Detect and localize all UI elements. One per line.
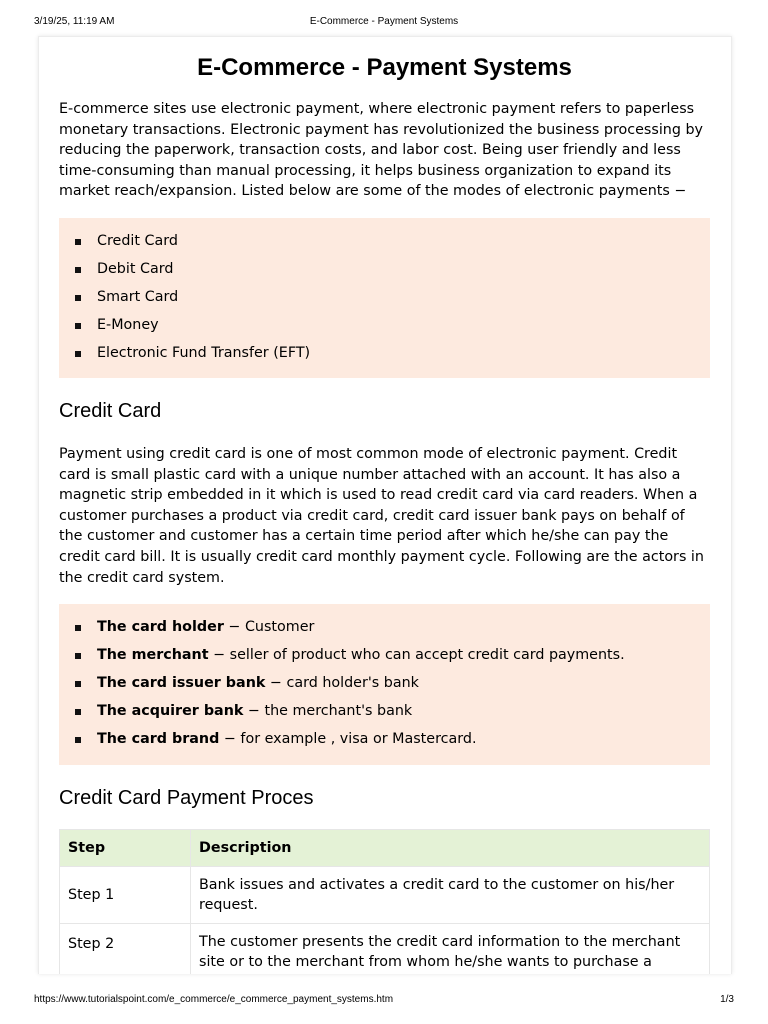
list-item-label: Debit Card [97, 260, 174, 277]
actor-term: The acquirer bank [97, 703, 244, 720]
list-item [59, 615, 710, 643]
list-item [59, 727, 710, 755]
square-bullet-icon [75, 295, 81, 301]
actor-desc: − seller of product who can accept credit card payments. [208, 647, 625, 664]
list-item [59, 285, 710, 313]
list-item [59, 671, 710, 699]
list-item [59, 257, 710, 285]
actor-term: The merchant [97, 647, 209, 664]
table-row [60, 924, 710, 974]
actor-desc: − card holder's bank [265, 675, 419, 692]
page-number: 1/3 [720, 994, 734, 1005]
payment-modes-box [59, 218, 710, 378]
actor-term: The card issuer bank [97, 675, 266, 692]
step-cell: Step 2 [60, 924, 191, 974]
square-bullet-icon [75, 709, 81, 715]
list-item [59, 229, 710, 257]
actor-desc: − for example , visa or Mastercard. [219, 731, 477, 748]
actor-desc: − Customer [223, 619, 315, 636]
print-datetime: 3/19/25, 11:19 AM [34, 16, 115, 27]
list-item [59, 699, 710, 727]
section-heading-payment-process: Credit Card Payment Proces [59, 787, 314, 810]
actor-term: The card brand [97, 731, 220, 748]
table-header-row [60, 830, 710, 867]
list-item [59, 313, 710, 341]
square-bullet-icon [75, 653, 81, 659]
actors-box [59, 604, 710, 765]
square-bullet-icon [75, 267, 81, 273]
actor-term: The card holder [97, 619, 224, 636]
list-item-label: Credit Card [97, 232, 178, 249]
list-item [59, 643, 710, 671]
page-title: E-Commerce - Payment Systems [197, 54, 572, 81]
square-bullet-icon [75, 681, 81, 687]
square-bullet-icon [75, 737, 81, 743]
square-bullet-icon [75, 239, 81, 245]
description-cell: The customer presents the credit card information to the merchant site or to the merchant from whom he/she wants to purchase a [191, 924, 710, 974]
article-container [38, 36, 732, 974]
print-footer [34, 994, 734, 1008]
article-body [59, 37, 710, 974]
square-bullet-icon [75, 625, 81, 631]
list-item-label: E-Money [97, 316, 159, 333]
column-header-step: Step [60, 830, 191, 867]
credit-card-paragraph: Payment using credit card is one of most common mode of electronic payment. Credit card is small plastic card with a unique number attached with an account. It has also a magnetic strip embedded in it which is used to read credit card via card readers. When a customer purchases a product via credit card, credit card issuer bank pays on behalf of the customer and customer has a certain time period after which he/she can pay the credit card bill. It is usually credit card monthly payment cycle. Following are the actors in the credit card system. [59, 445, 704, 586]
description-cell: Bank issues and activates a credit card to the customer on his/her request. [191, 867, 710, 924]
column-header-description: Description [191, 830, 710, 867]
process-table [59, 829, 710, 974]
square-bullet-icon [75, 351, 81, 357]
list-item [59, 341, 710, 369]
actors-list [59, 615, 710, 755]
payment-modes-list [59, 229, 710, 369]
intro-paragraph: E-commerce sites use electronic payment, where electronic payment refers to paperless monetary transactions. Electronic payment has revolutionized the business processing by reducing the paperwork, transaction costs, and labor cost. Being user friendly and less time-consuming than manual processing, it helps business organization to expand its market reach/expansion. Listed below are some of the modes of electronic payments − [59, 101, 704, 200]
step-cell: Step 1 [60, 867, 191, 924]
square-bullet-icon [75, 323, 81, 329]
table-row [60, 867, 710, 924]
section-heading-credit-card: Credit Card [59, 399, 162, 422]
actor-desc: − the merchant's bank [243, 703, 413, 720]
print-page-title: E-Commerce - Payment Systems [309, 16, 459, 27]
page-url: https://www.tutorialspoint.com/e_commerce/e_commerce_payment_systems.htm [34, 994, 394, 1005]
list-item-label: Electronic Fund Transfer (EFT) [97, 344, 311, 361]
print-header [34, 16, 734, 30]
list-item-label: Smart Card [97, 288, 179, 305]
